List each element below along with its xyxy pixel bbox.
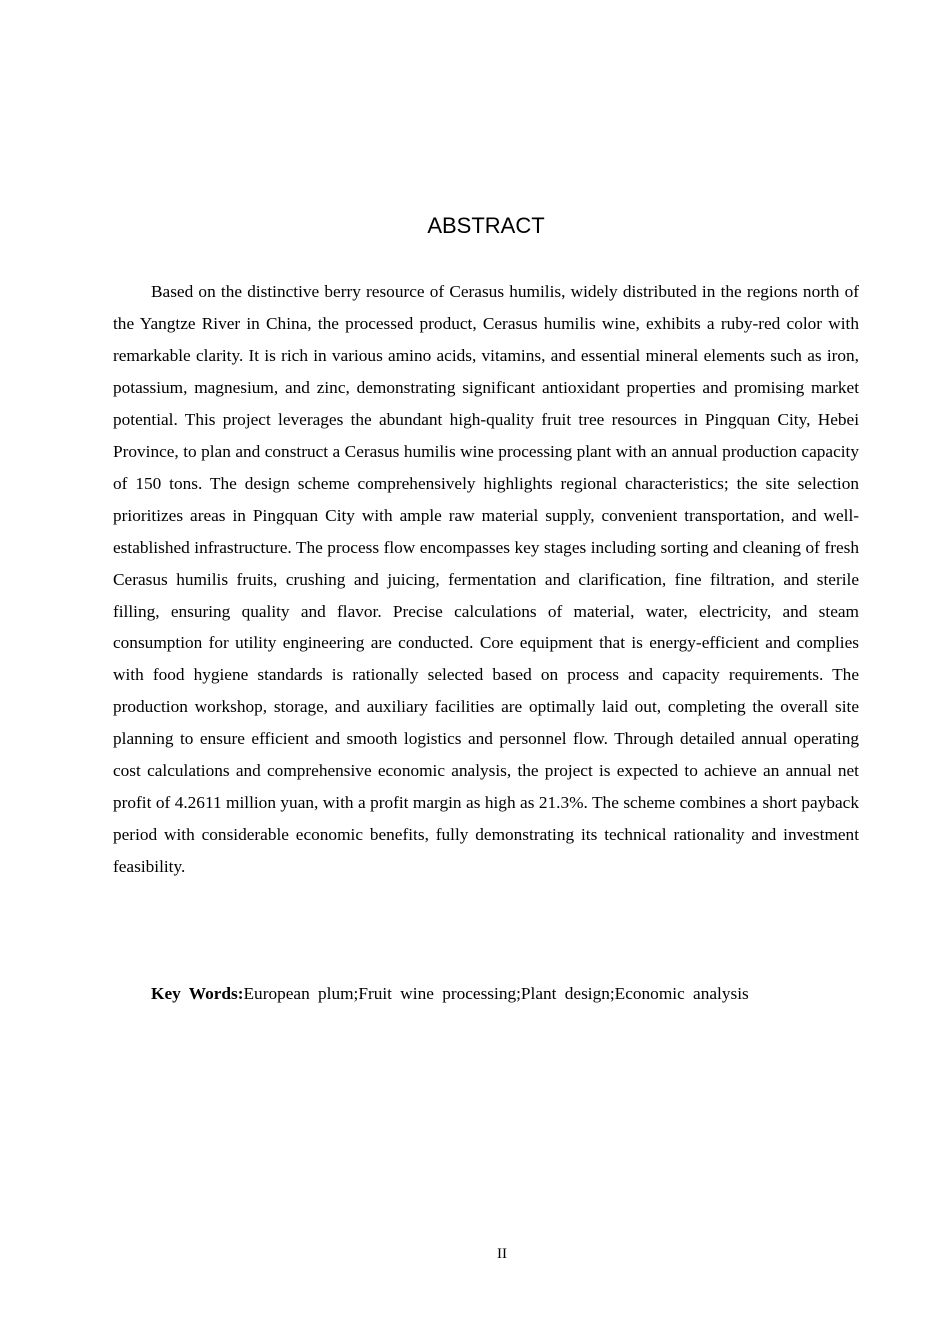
page-number: II: [497, 1246, 507, 1262]
keywords-list: European plum;Fruit wine processing;Plant design;Economic analysis: [243, 984, 749, 1003]
keywords-label: Key Words:: [151, 984, 244, 1003]
keywords-line: [113, 978, 859, 1010]
abstract-title: ABSTRACT: [427, 213, 545, 238]
abstract-body: Based on the distinctive berry resource of Cerasus humilis, widely distributed in the regions north of the Yangtze River in China, the processed product, Cerasus humilis wine, exhibits a ruby-red color with remarkable clarity. It is rich in various amino acids, vitamins, and essential mineral elements such as iron, potassium, magnesium, and zinc, demonstrating significant antioxidant properties and promising market potential. This project leverages the abundant high-quality fruit tree resources in Pingquan City, Hebei Province, to plan and construct a Cerasus humilis wine processing plant with an annual production capacity of 150 tons. The design scheme comprehensively highlights regional characteristics; the site selection prioritizes areas in Pingquan City with ample raw material supply, convenient transportation, and well-established infrastructure. The process flow encompasses key stages including sorting and cleaning of fresh Cerasus humilis fruits, crushing and juicing, fermentation and clarification, fine filtration, and sterile filling, ensuring quality and flavor. Precise calculations of material, water, electricity, and steam consumption for utility engineering are conducted. Core equipment that is energy-efficient and complies with food hygiene standards is rationally selected based on process and capacity requirements. The production workshop, storage, and auxiliary facilities are optimally laid out, completing the overall site planning to ensure efficient and smooth logistics and personnel flow. Through detailed annual operating cost calculations and comprehensive economic analysis, the project is expected to achieve an annual net profit of 4.2611 million yuan, with a profit margin as high as 21.3%. The scheme combines a short payback period with considerable economic benefits, fully demonstrating its technical rationality and investment feasibility.: [113, 282, 859, 877]
